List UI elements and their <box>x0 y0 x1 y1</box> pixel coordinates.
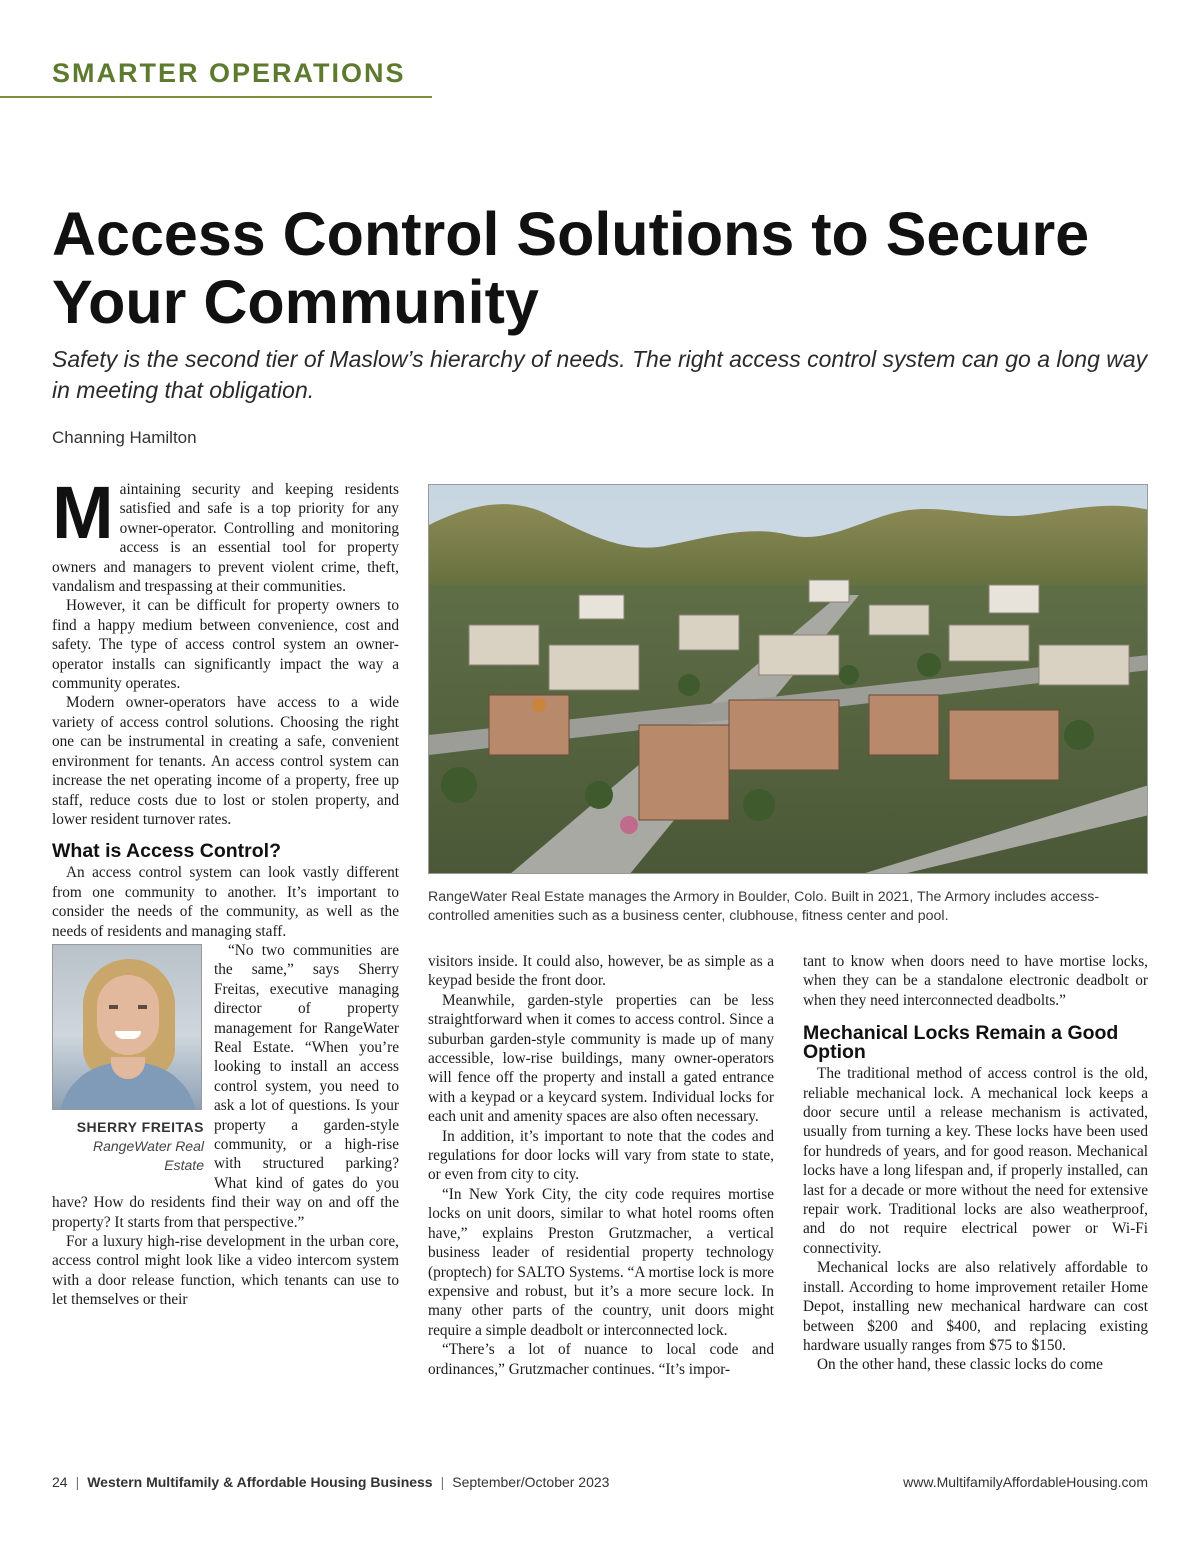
section-rule <box>0 96 432 98</box>
portrait-name: SHERRY FREITAS <box>76 1118 204 1135</box>
publication-name: Western Multifamily & Affordable Housing Business <box>87 1474 433 1490</box>
portrait-photo <box>52 944 202 1110</box>
paragraph <box>52 471 399 596</box>
column-1 <box>52 471 399 1310</box>
column-2 <box>428 952 774 1379</box>
subhead: Mechanical Locks Remain a Good Option <box>803 1022 1119 1064</box>
drop-cap: M <box>52 471 114 554</box>
paragraph-text: aintaining security and keeping residents satisfied and safe is a top priority for any owner-operator. Controlling and monitoring access is an essential tool for property owners and managers to prevent violent crime, theft, vandalism and trespassing at their communities. <box>52 481 399 596</box>
paragraph: tant to know when doors need to have mortise locks, when they can be a standalone electronic deadbolt or when they need interconnected deadbolts.” <box>803 953 1148 1009</box>
paragraph: However, it can be difficult for property owners to find a happy medium between convenience, cost and safety. The type of access control system an owner-operator installs can significantly impact the way a community operates. <box>52 597 399 693</box>
byline: Channing Hamilton <box>52 428 197 447</box>
paragraph: visitors inside. It could also, however, be as simple as a keypad beside the front door. <box>428 953 774 990</box>
aerial-photo <box>428 484 1148 874</box>
paragraph: “In New York City, the city code requires mortise locks on unit doors, similar to what hotel rooms often have,” explains Preston Grutzmacher, a vertical business leader of residential property technology (proptech) for SALTO Systems. “A mortise lock is more expensive and robust, but it’s a more secure lock. In many other parts of the country, unit doors might require a simple deadbolt or interconnected lock. <box>428 1185 774 1339</box>
paragraph: The traditional method of access control is the old, reliable mechanical lock. A mechanical lock keeps a door secure until a release mechanism is activated, usually from turning a key. These locks have been used for hundreds of years, and for good reason. Mechanical locks have a long lifespan and, if properly installed, can last for a decade or more without the need for extensive repair work. Traditional locks are also weatherproof, and do not require electrical power or Wi-Fi connectivity. <box>803 1065 1148 1257</box>
paragraph: Meanwhile, garden-style properties can be less straightforward when it comes to access control. Since a suburban garden-style community is made up of many accessible, low-rise buildings, many owner-operators will fence off the property and install a gated entrance with a keypad or a keycard system. Individual locks for each unit and amenity spaces are also often necessary. <box>428 991 774 1126</box>
paragraph: Modern owner-operators have access to a wide variety of access control solutions. Choosing the right one can be instrumental in creating a safe, convenient environment for tenants. An access control system can increase the net operating income of a property, free up staff, reduce costs due to lost or stolen property, and lower resident turnover rates. <box>52 694 399 828</box>
dek: Safety is the second tier of Maslow’s hierarchy of needs. The right access control system can go a long way in meeting that obligation. <box>52 346 1148 403</box>
portrait-org: RangeWater Real Estate <box>92 1138 204 1174</box>
photo-caption: RangeWater Real Estate manages the Armory in Boulder, Colo. Built in 2021, The Armory includes access-controlled amenities such as a business center, clubhouse, fitness center and pool. <box>428 889 1100 924</box>
footer-url[interactable]: www.MultifamilyAffordableHousing.com <box>903 1474 1148 1490</box>
paragraph: “No two communities are the same,” says Sherry Freitas, executive managing director of property management for RangeWater Real Estate. “When you’re looking to install an access control system, you need to ask a lot of questions. Is your property a garden-style community, or a high-rise with structured parking? What kind of gates do you have? How do residents find their way on and off the property? It starts from that perspective.” <box>52 941 399 1231</box>
issue-date: September/October 2023 <box>452 1474 610 1490</box>
paragraph: An access control system can look vastly different from one community to another. It’s important to consider the needs of the community, as well as the needs of residents and managing staff. <box>52 864 399 940</box>
footer: 24 | Western Multifamily & Affordable Housing Business | September/October 2023 <box>52 1474 610 1490</box>
paragraph: Mechanical locks are also relatively affordable to install. According to home improvement retailer Home Depot, installing new mechanical hardware can cost between $200 and $400, and replacing existing hardware usually ranges from $75 to $150. <box>803 1259 1148 1354</box>
paragraph: In addition, it’s important to note that the codes and regulations for door locks will vary from state to state, or even from city to city. <box>428 1127 774 1184</box>
paragraph: For a luxury high-rise development in the urban core, access control might look like a video intercom system with a door release function, which tenants can use to let themselves or their <box>52 1233 399 1309</box>
portrait-block <box>52 944 204 1175</box>
paragraph: On the other hand, these classic locks do come <box>817 1356 1103 1374</box>
column-3 <box>803 952 1148 1375</box>
headline: Access Control Solutions to Secure Your Community <box>52 200 1090 336</box>
page-number: 24 <box>52 1474 68 1490</box>
paragraph: “There’s a lot of nuance to local code and ordinances,” Grutzmacher continues. “It’s impor- <box>428 1341 774 1378</box>
section-label: SMARTER OPERATIONS <box>52 58 406 88</box>
subhead: What is Access Control? <box>52 840 281 863</box>
